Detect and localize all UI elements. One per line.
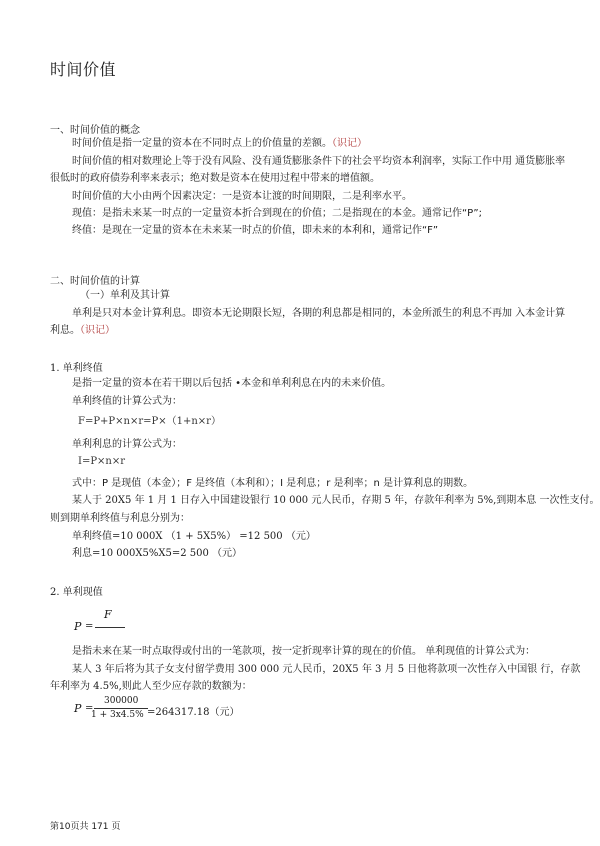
formula-lhs: P (74, 702, 82, 715)
fraction-bar (95, 627, 125, 628)
paragraph-line: 某人于 20X5 年 1 月 1 日存入中国建设银行 10 000 元人民币，存期 5 年，存款年利率为 5%,到期本息 一次性支付。 (72, 495, 600, 506)
paragraph-line: 现值：是指未来某一时点的一定量资本折合到现在的价值；二是指现在的本金。通常记作“P”; (72, 208, 482, 219)
formula-interest: I=P×n×r (78, 456, 126, 467)
formula-denominator: 1 + 3x4.5% (91, 710, 144, 720)
paragraph-line: 单利利息的计算公式为： (72, 439, 182, 450)
line-text: 利息。 (50, 325, 80, 336)
paragraph-line: 则到期单利终值与利息分别为： (50, 513, 190, 524)
section-heading-calculation: 二、时间价值的计算 (50, 276, 140, 287)
note-memorize: （识记） (332, 138, 367, 149)
part-heading-simple-present-value: 2. 单利现值 (50, 587, 103, 598)
line-text: 时间价值是指一定量的资本在不同时点上的价值量的差额。 (72, 138, 332, 149)
paragraph-line: 年利率为 4.5%,则此人至少应存款的数额为： (50, 681, 252, 692)
part-heading-simple-future-value: 1. 单利终值 (50, 363, 103, 374)
calc-future-value: 单利终值=10 000X （1 + 5X5%） =12 500 （元） (72, 531, 316, 542)
subsection-heading: （一）单利及其计算 (80, 290, 170, 301)
paragraph-line: 某人 3 年后将为其子女支付留学费用 300 000 元人民币，20X5 年 3 月 5 日他将款项一次性存入中国银 行，存款 (72, 664, 581, 675)
paragraph-line: 式中：P 是现值（本金）；F 是终值（本利和）；I 是利息；r 是利率；n 是计算利息的期数。 (72, 478, 474, 489)
page-footer: 第10页共 171 页 (50, 822, 121, 832)
paragraph-line: 时间价值的大小由两个因素决定：一是资本让渡的时间期限，二是利率水平。 (72, 191, 412, 202)
calc-interest: 利息=10 000X5%X5=2 500 （元） (72, 548, 243, 559)
section-heading-concept: 一、时间价值的概念 (50, 125, 140, 136)
note-memorize: （识记） (80, 325, 115, 336)
formula-eq: = (85, 703, 94, 714)
formula-numerator: 300000 (104, 696, 139, 706)
formula-numerator: F (104, 608, 112, 621)
fraction-bar (94, 708, 148, 709)
paragraph-line: 单利是只对本金计算利息。即资本无论期限长短，各期的利息都是相同的，本金所派生的利息不再加 入本金计算 (72, 308, 566, 319)
paragraph-line: 是指一定量的资本在若干期以后包括 •本金和单利利息在内的未来价值。 (72, 378, 392, 389)
paragraph-line: 很低时的政府债券利率来表示；绝对数是资本在使用过程中带来的增值额。 (50, 173, 380, 184)
formula-future-value: F=P+P×n×r=P×（1+n×r） (78, 416, 221, 427)
paragraph-line: 单利终值的计算公式为： (72, 396, 182, 407)
formula-lhs: P (74, 620, 82, 633)
formula-result: =264317.18（元） (147, 707, 240, 718)
paragraph-line: 时间价值的相对数理论上等于没有风险、没有通货膨胀条件下的社会平均资本利润率，实际工作中用 通货膨胀率 (72, 156, 566, 167)
paragraph-line: 是指未来在某一时点取得或付出的一笔款项，按一定折现率计算的现在的价值。 单利现值的计算公式为： (72, 646, 536, 657)
page-title: 时间价值 (50, 60, 117, 79)
paragraph-line (72, 137, 367, 151)
paragraph-line: 终值：是现在一定量的资本在未来某一时点的价值，即未来的本利和，通常记作“F” (72, 225, 439, 236)
formula-eq: = (85, 621, 94, 632)
paragraph-line (50, 324, 115, 338)
